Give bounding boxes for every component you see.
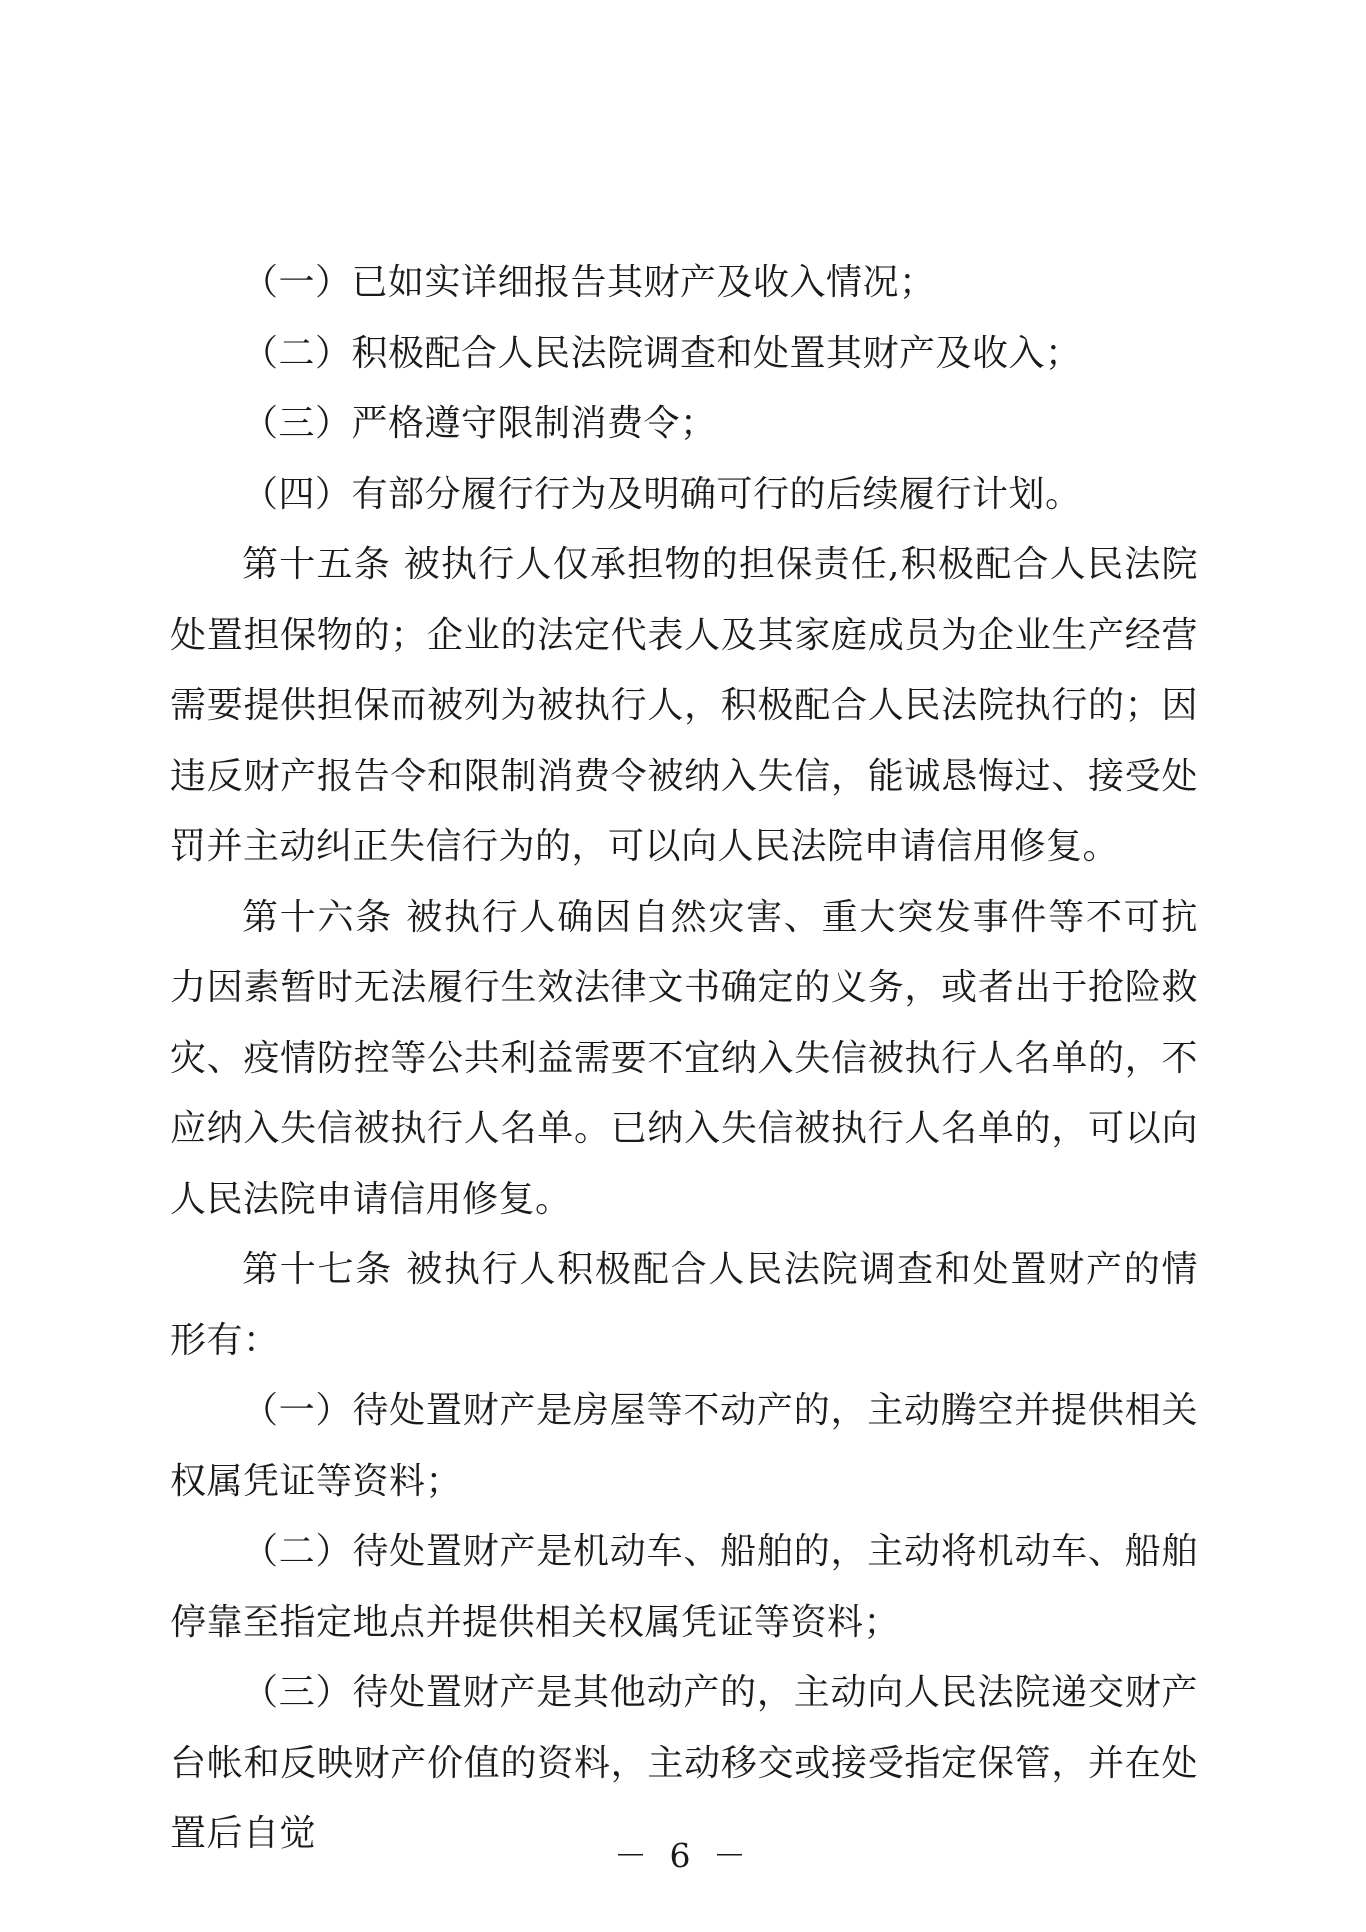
paragraph-article-17: 第十七条 被执行人积极配合人民法院调查和处置财产的情形有： [170, 1249, 1198, 1361]
paragraph-article-17-item-2: （二）待处置财产是机动车、船舶的，主动将机动车、船舶停靠至指定地点并提供相关权属凭证等资料； [170, 1531, 1198, 1643]
paragraph-article-15: 第十五条 被执行人仅承担物的担保责任,积极配合人民法院处置担保物的；企业的法定代表人及其家庭成员为企业生产经营需要提供担保而被列为被执行人，积极配合人民法院执行的；因违反财产报告令和限制消费令被纳入失信，能诚恳悔过、接受处罚并主动纠正失信行为的，可以向人民法院申请信用修复。 [170, 544, 1198, 867]
paragraph-item-1: （一）已如实详细报告其财产及收入情况； [242, 262, 936, 303]
paragraph-article-17-item-3: （三）待处置财产是其他动产的，主动向人民法院递交财产台帐和反映财产价值的资料，主动移交或接受指定保管，并在处置后自觉 [170, 1672, 1198, 1854]
paragraph-article-17-item-1: （一）待处置财产是房屋等不动产的，主动腾空并提供相关权属凭证等资料； [170, 1390, 1198, 1502]
paragraph-item-4: （四）有部分履行行为及明确可行的后续履行计划。 [242, 473, 1082, 515]
document-body [170, 248, 1198, 1870]
paragraph-item-3: （三）严格遵守限制消费令； [242, 403, 717, 444]
paragraph-article-16: 第十六条 被执行人确因自然灾害、重大突发事件等不可抗力因素暂时无法履行生效法律文书确定的义务，或者出于抢险救灾、疫情防控等公共利益需要不宜纳入失信被执行人名单的，不应纳入失信被执行人名单。已纳入失信被执行人名单的，可以向人民法院申请信用修复。 [170, 896, 1198, 1220]
paragraph-item-2: （二）积极配合人民法院调查和处置其财产及收入； [242, 332, 1082, 374]
page-number: － 6 － [614, 1836, 752, 1875]
